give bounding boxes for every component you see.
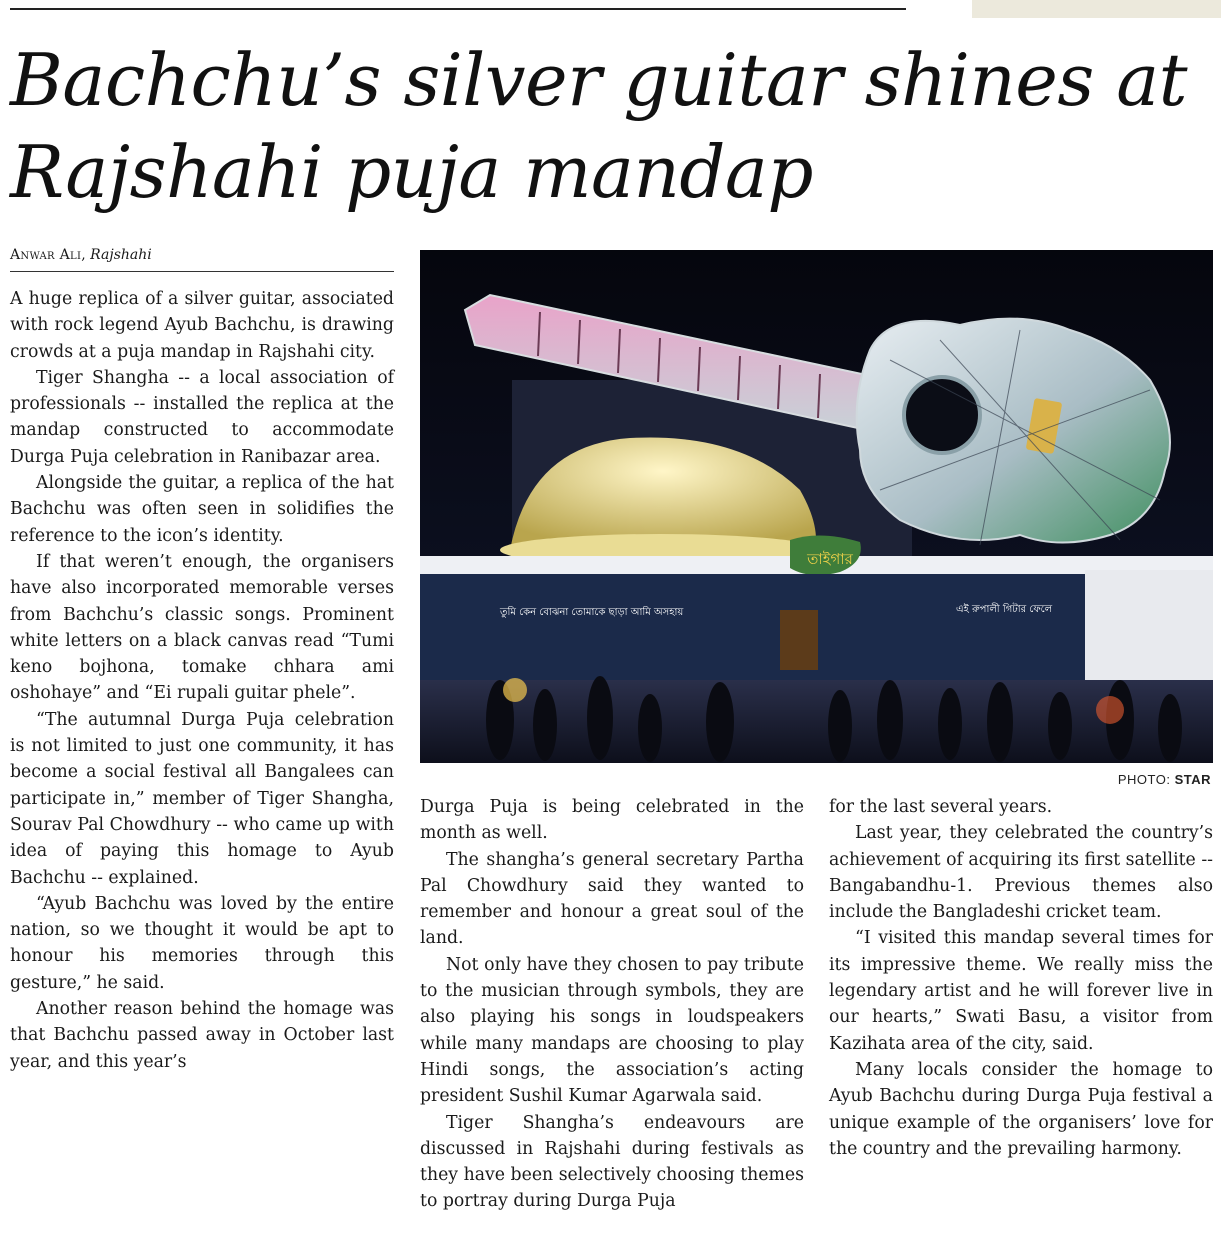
paragraph: Many locals consider the homage to Ayub Bachchu during Durga Puja festival a unique example of the organisers’ love for the country and the prevailing harmony.	[829, 1059, 1213, 1159]
top-rule	[10, 8, 906, 10]
article-column-3	[829, 794, 1213, 1162]
paragraph: “Ayub Bachchu was loved by the entire nation, so we thought it would be apt to honour his memories through this gesture,” he said.	[10, 893, 394, 993]
paragraph: A huge replica of a silver guitar, associated with rock legend Ayub Bachchu, is drawing crowds at a puja mandap in Rajshahi city.	[10, 289, 394, 362]
paragraph: Not only have they chosen to pay tribute to the musician through symbols, they are also playing his songs in loudspeakers while many mandaps are choosing to play Hindi songs, the association’s acting president Sushil Kumar Agarwala said.	[420, 954, 804, 1107]
page-corner-tab	[972, 0, 1221, 18]
photo-credit-label: PHOTO:	[1117, 772, 1171, 787]
paragraph: for the last several years.	[829, 797, 1053, 817]
paragraph: The shangha’s general secretary Partha Pal Chowdhury said they wanted to remember and honour a great soul of the land.	[420, 849, 804, 949]
photo-banner-right-text: এই রুপালী গিটার ফেলে	[956, 604, 1053, 615]
paragraph: If that weren’t enough, the organisers have also incorporated memorable verses from Bachchu’s classic songs. Prominent white letters on a black canvas read “Tumi keno bojhona, tomake chhara ami oshohaye” and “Ei rupali guitar phele”.	[10, 551, 394, 704]
photo-credit	[1118, 772, 1211, 787]
photo-signboard-text: তাইগার	[807, 550, 853, 568]
article-photo	[420, 250, 1213, 763]
paragraph: Another reason behind the homage was that Bachchu passed away in October last year, and this year’s	[10, 999, 394, 1072]
byline-place: Rajshahi	[90, 247, 152, 263]
headline-line-1: Bachchu’s silver guitar shines at	[10, 38, 1188, 122]
paragraph: “I visited this mandap several times for its impressive theme. We really miss the legendary artist and he will forever live in our hearts,” Swati Basu, a visitor from Kazihata area of the city, said.	[829, 928, 1213, 1054]
paragraph: “The autumnal Durga Puja celebration is not limited to just one community, it has become a social festival all Bangalees can participate in,” member of Tiger Shangha, Sourav Pal Chowdhury -- who came up with idea of paying this homage to Ayub Bachchu -- explained.	[10, 709, 394, 888]
headline-line-2: Rajshahi puja mandap	[10, 130, 813, 214]
photo-banner-left-text: তুমি কেন বোঝনা তোমাকে ছাড়া আমি অসহায়	[500, 607, 684, 618]
byline-rule	[10, 271, 394, 272]
byline: Anwar Ali, Rajshahi	[10, 247, 152, 263]
article-column-1	[10, 286, 394, 1075]
paragraph: Tiger Shangha -- a local association of professionals -- installed the replica at the mandap constructed to accommodate Durga Puja celebration in Ranibazar area.	[10, 367, 394, 467]
headline	[10, 34, 1210, 218]
paragraph: Durga Puja is being celebrated in the month as well.	[420, 797, 804, 844]
paragraph: Last year, they celebrated the country’s achievement of acquiring its first satellite -- Bangabandhu-1. Previous themes also include the Bangladeshi cricket team.	[829, 823, 1213, 923]
paragraph: Alongside the guitar, a replica of the hat Bachchu was often seen in solidifies the reference to the icon’s identity.	[10, 473, 394, 546]
paragraph: Tiger Shangha’s endeavours are discussed in Rajshahi during festivals as they have been selectively choosing themes to portray during Durga Puja	[420, 1112, 804, 1212]
byline-author: Anwar Ali	[10, 247, 82, 263]
photo-credit-source: STAR	[1174, 772, 1211, 787]
article-column-2	[420, 794, 804, 1215]
